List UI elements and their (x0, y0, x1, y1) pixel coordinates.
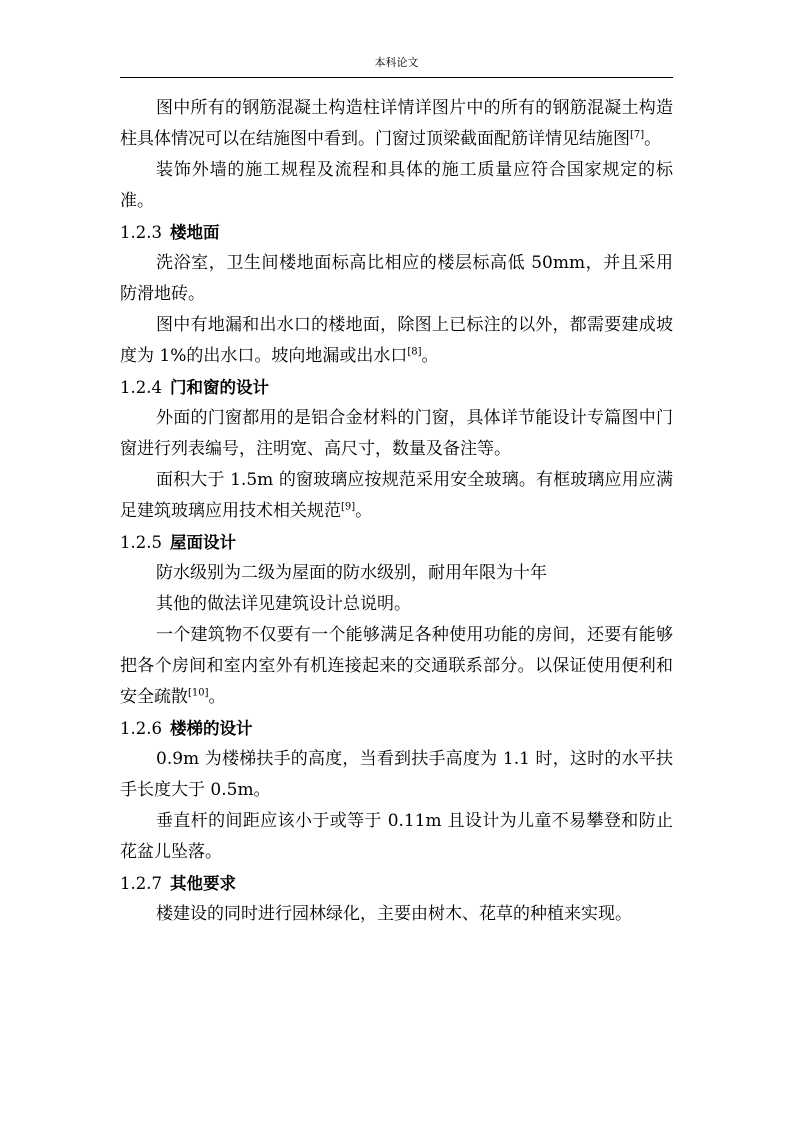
section-number: 1.2.6 (120, 719, 162, 738)
paragraph-text: 面积大于 1.5m 的窗玻璃应按规范采用安全玻璃。有框玻璃应用应满足建筑玻璃应用技术相关规范 (120, 470, 673, 521)
section-heading-1-2-3 (120, 217, 673, 248)
document-body (120, 93, 673, 930)
paragraph-text: 图中有地漏和出水口的楼地面，除图上已标注的以外，都需要建成坡度为 1%的出水口。坡向地漏或出水口 (120, 315, 673, 366)
section-title: 楼梯的设计 (169, 719, 253, 738)
citation-ref: [10] (188, 687, 209, 699)
paragraph-1 (120, 93, 673, 155)
paragraph-4 (120, 310, 673, 372)
paragraph-8: 其他的做法详见建筑设计总说明。 (156, 594, 411, 614)
paragraph-2: 装饰外墙的施工规程及流程和具体的施工质量应符合国家规定的标准。 (120, 160, 673, 211)
section-title: 门和窗的设计 (169, 378, 269, 397)
section-number: 1.2.4 (120, 378, 162, 397)
paragraph-5: 外面的门窗都用的是铝合金材料的门窗，具体详节能设计专篇图中门窗进行列表编号，注明宽、高尺寸，数量及备注等。 (120, 408, 673, 459)
section-heading-1-2-7 (120, 868, 673, 899)
paragraph-tail: 。 (421, 346, 439, 366)
paragraph-tail: 。 (355, 501, 373, 521)
section-heading-1-2-6 (120, 713, 673, 744)
header-rule (120, 77, 673, 78)
running-header: 本科论文 (374, 56, 419, 69)
citation-ref: [8] (407, 346, 422, 358)
paragraph-12: 楼建设的同时进行园林绿化，主要由树木、花草的种植来实现。 (156, 904, 632, 924)
paragraph-7: 防水级别为二级为屋面的防水级别，耐用年限为十年 (156, 563, 547, 583)
section-heading-1-2-4 (120, 372, 673, 403)
citation-ref: [9] (341, 501, 356, 513)
paragraph-text: 图中所有的钢筋混凝土构造柱详情详图片中的所有的钢筋混凝土构造柱具体情况可以在结施图中看到。门窗过顶梁截面配筋详情见结施图 (120, 98, 673, 149)
section-number: 1.2.5 (120, 533, 162, 552)
section-number: 1.2.3 (120, 223, 162, 242)
paragraph-tail: 。 (208, 687, 226, 707)
paragraph-tail: 。 (644, 129, 662, 149)
section-title: 屋面设计 (169, 533, 236, 552)
paragraph-11: 垂直杆的间距应该小于或等于 0.11m 且设计为儿童不易攀登和防止花盆儿坠落。 (120, 811, 673, 862)
paragraph-text: 一个建筑物不仅要有一个能够满足各种使用功能的房间，还要有能够把各个房间和室内室外有机连接起来的交通联系部分。以保证使用便利和安全疏散 (120, 625, 673, 707)
paragraph-3: 洗浴室，卫生间楼地面标高比相应的楼层标高低 50mm，并且采用防滑地砖。 (120, 253, 673, 304)
paragraph-6 (120, 465, 673, 527)
section-title: 楼地面 (169, 223, 220, 242)
citation-ref: [7] (630, 129, 645, 141)
section-heading-1-2-5 (120, 527, 673, 558)
section-title: 其他要求 (169, 874, 236, 893)
paragraph-10: 0.9m 为楼梯扶手的高度，当看到扶手高度为 1.1 时，这时的水平扶手长度大于 0.5m。 (120, 749, 673, 800)
section-number: 1.2.7 (120, 874, 162, 893)
paragraph-9 (120, 620, 673, 713)
